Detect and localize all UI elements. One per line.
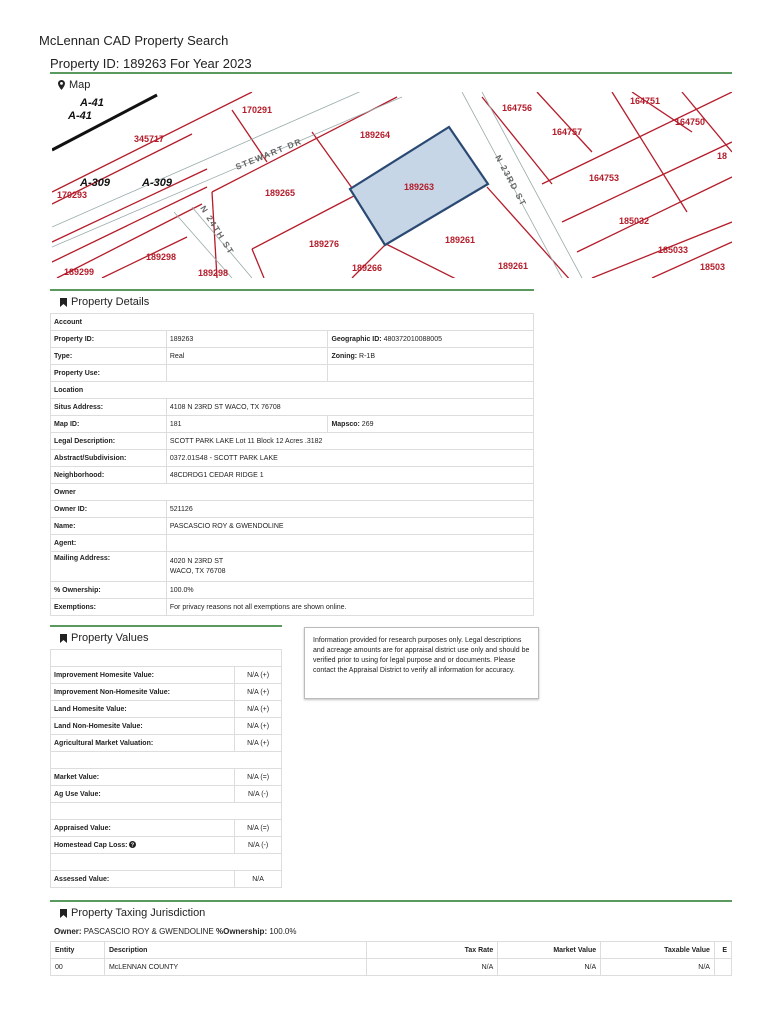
taxing-ownership-label: %Ownership:: [215, 927, 268, 936]
parcel-label: 189263: [404, 182, 435, 192]
zoning-cell: [328, 348, 534, 365]
parcel-label: 164757: [552, 127, 583, 137]
value-label: Land Homesite Value:: [51, 701, 235, 718]
abstract-label: Abstract/Subdivision:: [51, 450, 167, 467]
entity-cell: 00: [51, 959, 105, 976]
col-description: Description: [104, 942, 366, 959]
values-divider: [50, 625, 282, 627]
name-label: Name:: [51, 518, 167, 535]
bookmark-icon: [60, 909, 67, 918]
section-owner: Owner: [51, 484, 534, 501]
parcel-label: 170291: [242, 105, 273, 115]
street-edge: [52, 97, 402, 247]
agent-label: Agent:: [51, 535, 167, 552]
property-details-table: [50, 313, 534, 616]
property-id-value: 189263: [166, 331, 328, 348]
taxing-heading-text: Property Taxing Jurisdiction: [71, 907, 206, 919]
value-label: Improvement Homesite Value:: [51, 667, 235, 684]
parcel-label: 185032: [619, 216, 650, 226]
value-label: Ag Use Value:: [51, 786, 235, 803]
parcel-label: 18503: [700, 262, 726, 272]
parcel-map[interactable]: [52, 92, 732, 278]
parcel-label: 189264: [360, 130, 391, 140]
homestead-cap-cell: [51, 837, 235, 854]
parcel-label: 345717: [134, 134, 165, 144]
abstract-label: A-41: [80, 97, 104, 109]
parcel-label: 189261: [445, 235, 476, 245]
parcel-label: 18: [717, 151, 728, 161]
parcel-label: 189261: [498, 261, 529, 271]
parcel-label: 164750: [675, 117, 706, 127]
exemptions-value: For privacy reasons not all exemptions are shown online.: [166, 599, 533, 616]
geographic-id-label: Geographic ID:: [331, 335, 382, 343]
truncated-cell: [714, 959, 731, 976]
col-entity: Entity: [51, 942, 105, 959]
map-label: Map: [69, 79, 91, 91]
value-amount: N/A: [235, 871, 282, 888]
parcel-line: [386, 244, 482, 278]
col-market-value: Market Value: [498, 942, 601, 959]
page-title: Property ID: 189263 For Year 2023: [50, 56, 252, 71]
mapsco-label: Mapsco:: [331, 420, 360, 428]
value-amount: N/A (+): [235, 684, 282, 701]
value-amount: N/A (=): [235, 820, 282, 837]
map-id-label: Map ID:: [51, 416, 167, 433]
value-label: Agricultural Market Valuation:: [51, 735, 235, 752]
legal-value: SCOTT PARK LAKE Lot 11 Block 12 Acres .3182: [166, 433, 533, 450]
zoning-value: R-1B: [359, 352, 375, 360]
col-tax-rate: Tax Rate: [366, 942, 498, 959]
spacer-row: [51, 650, 282, 667]
property-use-value: [166, 365, 328, 382]
market-value-cell: N/A: [498, 959, 601, 976]
taxing-owner-line: [54, 927, 296, 936]
street-label: N 24TH ST: [198, 203, 237, 257]
parcel-line: [312, 132, 352, 188]
bookmark-icon: [60, 634, 67, 643]
value-label: Land Non-Homesite Value:: [51, 718, 235, 735]
bookmark-icon: [60, 298, 67, 307]
value-amount: N/A (-): [235, 837, 282, 854]
svg-text:?: ?: [131, 842, 135, 848]
abstract-label: A-309: [142, 177, 172, 189]
property-use-label: Property Use:: [51, 365, 167, 382]
spacer-row: [51, 752, 282, 769]
parcel-label: 189265: [265, 188, 296, 198]
agent-value: [166, 535, 533, 552]
mapsco-value: 269: [361, 420, 374, 428]
mailing-line-1: 4020 N 23RD ST: [169, 557, 224, 565]
neighborhood-label: Neighborhood:: [51, 467, 167, 484]
geographic-id-value: 480372010088005: [383, 335, 442, 343]
parcel-label: 189298: [146, 252, 177, 262]
owner-id-value: 521126: [166, 501, 533, 518]
situs-label: Situs Address:: [51, 399, 167, 416]
parcel-label: 189299: [64, 267, 95, 277]
taxing-owner-label: Owner:: [54, 927, 82, 936]
owner-id-label: Owner ID:: [51, 501, 167, 518]
taxing-table: [50, 941, 732, 976]
parcel-label: 189266: [352, 263, 383, 273]
abstract-label: A-309: [80, 177, 110, 189]
title-divider: [50, 72, 732, 74]
situs-value: 4108 N 23RD ST WACO, TX 76708: [166, 399, 533, 416]
neighborhood-value: 48CDRDG1 CEDAR RIDGE 1: [166, 467, 533, 484]
help-icon[interactable]: [129, 841, 136, 848]
parcel-label: 164751: [630, 96, 661, 106]
zoning-label: Zoning:: [331, 352, 358, 360]
exemptions-label: Exemptions:: [51, 599, 167, 616]
property-id-label: Property ID:: [51, 331, 167, 348]
spacer-row: [51, 803, 282, 820]
type-label: Type:: [51, 348, 167, 365]
values-heading-text: Property Values: [71, 632, 149, 644]
details-heading: [60, 296, 149, 308]
legal-label: Legal Description:: [51, 433, 167, 450]
section-account: Account: [51, 314, 534, 331]
parcel-line: [612, 92, 687, 212]
section-location: Location: [51, 382, 534, 399]
col-truncated: E: [714, 942, 731, 959]
table-row: [51, 959, 732, 976]
mailing-label: Mailing Address:: [51, 552, 167, 582]
disclaimer-box: Information provided for research purposes only. Legal descriptions and acreage amounts are for appraisal district use only and should be verified prior to using for legal purpose and or documents. Please contact the Appraisal District to verify all information for accuracy.: [304, 627, 539, 699]
value-label: Homestead Cap Loss:: [54, 842, 128, 849]
parcel-line: [537, 92, 592, 152]
geographic-id-cell: [328, 331, 534, 348]
parcel-line: [577, 177, 732, 252]
value-label: Assessed Value:: [51, 871, 235, 888]
abstract-value: 0372.01S48 - SCOTT PARK LAKE: [166, 450, 533, 467]
site-title: McLennan CAD Property Search: [39, 33, 229, 48]
value-amount: N/A (+): [235, 735, 282, 752]
details-heading-text: Property Details: [71, 296, 150, 308]
taxable-value-cell: N/A: [601, 959, 715, 976]
property-values-table: [50, 649, 282, 888]
parcel-line: [562, 142, 732, 222]
value-amount: N/A (+): [235, 718, 282, 735]
parcel-label: 185033: [658, 245, 689, 255]
mapsco-cell: [328, 416, 534, 433]
ownership-label: % Ownership:: [51, 582, 167, 599]
parcel-line: [252, 249, 264, 278]
mailing-value: [166, 552, 533, 582]
value-amount: N/A (+): [235, 701, 282, 718]
parcel-label: 170293: [57, 190, 88, 200]
spacer-row: [51, 854, 282, 871]
parcel-label: 164753: [589, 173, 620, 183]
value-label: Appraised Value:: [51, 820, 235, 837]
taxing-divider: [50, 900, 732, 902]
street-edge: [482, 92, 582, 278]
description-cell: McLENNAN COUNTY: [104, 959, 366, 976]
street-label: STEWART DR: [234, 135, 304, 172]
value-amount: N/A (=): [235, 769, 282, 786]
abstract-label: A-41: [68, 110, 92, 122]
taxing-owner-value: PASCASCIO ROY & GWENDOLINE: [83, 927, 214, 936]
mailing-line-2: WACO, TX 76708: [169, 567, 226, 575]
parcel-label: 164756: [502, 103, 533, 113]
type-value: Real: [166, 348, 328, 365]
map-id-value: 181: [166, 416, 328, 433]
taxing-ownership-value: 100.0%: [269, 927, 297, 936]
street-label: N 23RD ST: [493, 153, 529, 209]
empty-cell: [328, 365, 534, 382]
tax-rate-cell: N/A: [366, 959, 498, 976]
map-marker-icon: [58, 80, 65, 90]
value-label: Improvement Non-Homesite Value:: [51, 684, 235, 701]
col-taxable-value: Taxable Value: [601, 942, 715, 959]
value-amount: N/A (-): [235, 786, 282, 803]
name-value: PASCASCIO ROY & GWENDOLINE: [166, 518, 533, 535]
ownership-value: 100.0%: [166, 582, 533, 599]
details-divider: [50, 289, 534, 291]
value-amount: N/A (+): [235, 667, 282, 684]
value-label: Market Value:: [51, 769, 235, 786]
map-heading: [58, 79, 90, 91]
parcel-label: 189276: [309, 239, 340, 249]
values-heading: [60, 632, 148, 644]
parcel-label: 189298: [198, 268, 229, 278]
taxing-heading: [60, 907, 205, 919]
